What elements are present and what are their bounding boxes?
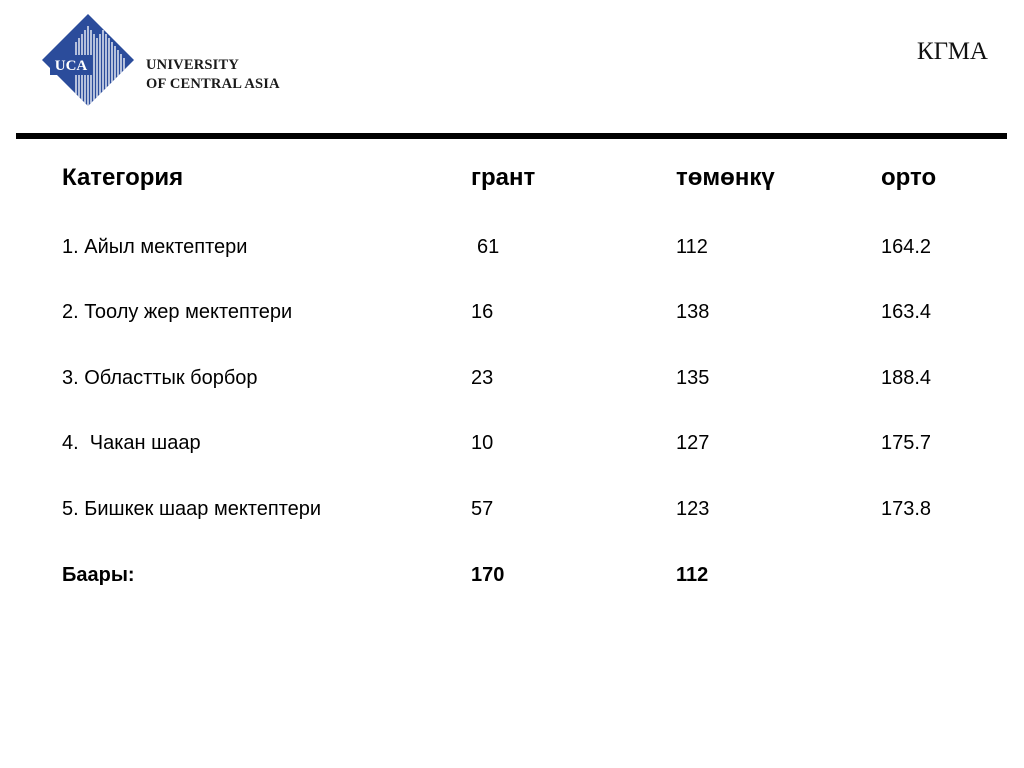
total-grant: 170 (471, 564, 505, 586)
row-category: 2. Тоолу жер мектептери (62, 301, 293, 323)
row-category: 4. Чакан шаар (62, 432, 201, 454)
table-total-row (0, 560, 1024, 590)
table-row (0, 363, 1024, 393)
row-category: 5. Бишкек шаар мектептери (62, 498, 322, 520)
logo-line-2: OF CENTRAL ASIA (146, 76, 280, 92)
row-category: 1. Айыл мектептери (62, 236, 248, 258)
row-lower: 112 (676, 236, 708, 258)
table-row (0, 232, 1024, 262)
column-header-lower: төмөнкү (676, 164, 775, 191)
row-category: 3. Областтык борбор (62, 367, 258, 389)
table-row (0, 428, 1024, 458)
row-grant: 61 (477, 236, 500, 258)
corner-label: КГМА (916, 38, 988, 65)
row-lower: 138 (676, 301, 710, 323)
row-lower: 127 (676, 432, 710, 454)
row-lower: 135 (676, 367, 710, 389)
row-grant: 16 (471, 301, 494, 323)
table-header-row (0, 163, 1024, 193)
column-header-grant: грант (471, 164, 536, 191)
row-grant: 57 (471, 498, 494, 520)
row-average: 188.4 (881, 367, 932, 389)
table-row (0, 494, 1024, 524)
column-header-category: Категория (62, 164, 184, 191)
row-grant: 23 (471, 367, 494, 389)
row-average: 175.7 (881, 432, 932, 454)
column-header-average: орто (881, 164, 937, 191)
logo-line-1: UNIVERSITY (146, 57, 240, 73)
row-average: 163.4 (881, 301, 932, 323)
row-average: 164.2 (881, 236, 932, 258)
total-lower: 112 (676, 564, 709, 586)
logo-abbreviation: UCA (54, 58, 88, 74)
row-average: 173.8 (881, 498, 932, 520)
total-label: Баары: (62, 564, 135, 586)
row-grant: 10 (471, 432, 494, 454)
table-row (0, 297, 1024, 327)
row-lower: 123 (676, 498, 710, 520)
